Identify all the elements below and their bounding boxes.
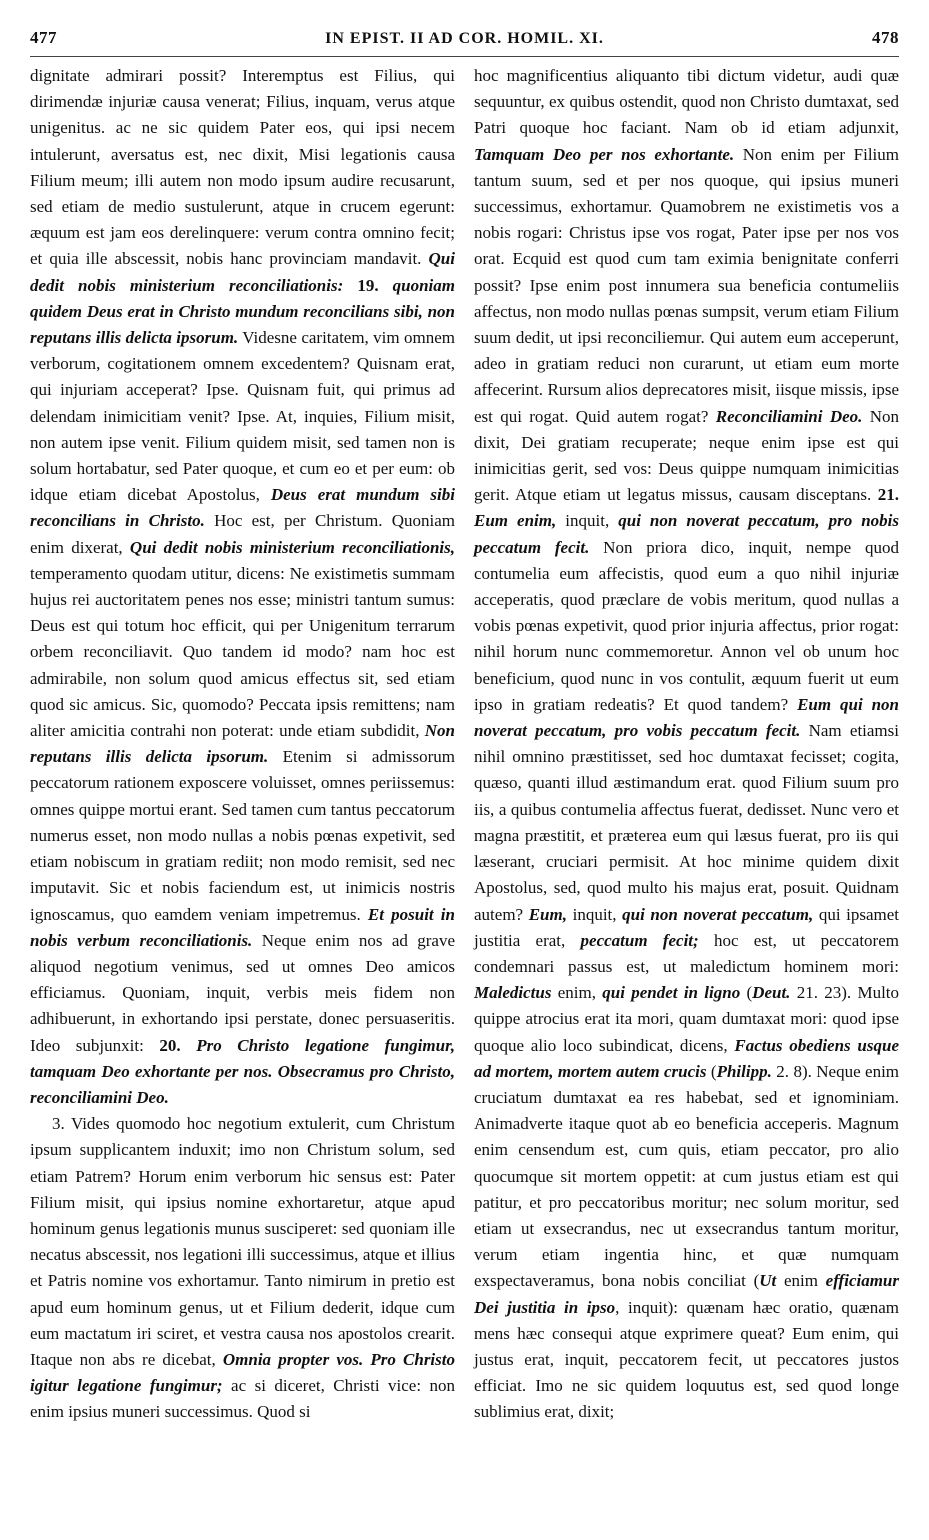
running-header bbox=[30, 28, 899, 57]
paragraph: hoc magnificentius aliquanto tibi dictum videtur, audi quæ sequuntur, ex quibus ostendit, quod non Christo dumtaxat, sed Patri quoque hoc faciant. Nam ob id etiam adjunxit, Tamquam Deo per nos exhortante. Non enim per Filium tantum suum, sed et per nos quoque, qui ipsius muneri successimus, exhortamur. Quamobrem ne existimetis vos a nobis rogari: Christus ipse vos rogat, Pater ipse per nos vos orat. Ecquid est quod cum tam eximia benignitate conferri possit? Ipse enim post innumera sua beneficia contumeliis affectus, non modo nullas pœnas sumpsit, verum etiam Filium suum dedit, ut ipsi reconciliemur. Qui autem eum acceperunt, adeo in gratiam reduci non curarunt, ut etiam eum morte affecerint. Rursum alios deprecatores misit, iisque missis, ipse est qui rogat. Quid autem rogat? Reconciliamini Deo. Non dixit, Dei gratiam recuperate; neque enim ipse est qui inimicitias gerit, sed vos: Deus quippe numquam inimicitias gerit. Atque etiam ut legatus missus, causam disceptans. 21. Eum enim, inquit, qui non noverat peccatum, pro nobis peccatum fecit. Non priora dico, inquit, nempe quod contumelia eum affecistis, quod eum a quo nihil injuriæ acceperatis, quod præclare de vobis meritum, quod nullas a vobis pœnas expetivit, quod prior injuria affectus, prior rogat: nihil horum nunc commemoretur. Annon vel ob unum hoc beneficium, quod nunc in vos contulit, æquum fuerit ut eum ipso in gratiam redeatis? Et quod tandem? Eum qui non noverat peccatum, pro vobis peccatum fecit. Nam etiamsi nihil omnino præstitisset, sed hoc dumtaxat fecisset; cogita, quæso, quanti illud æstimandum erat. quod Filium suum pro iis, a quibus contumelia affectus fuerat, dedisset. Nunc vero et magna præstitit, et præterea eum qui læsus fuerat, pro iis qui læserant, cruciari permisit. At hoc minime quidem dixit Apostolus, sed, quod multo his majus erat, posuit. Quidnam autem? Eum, inquit, qui non noverat peccatum, qui ipsamet justitia erat, peccatum fecit; hoc est, ut peccatorem condemnari passus est, ut maledictum hominem mori: Maledictus enim, qui pendet in ligno (Deut. 21. 23). Multo quippe atrocius erat ita mori, quam dumtaxat mori: quod ipse quoque alio loco subindicat, dicens, Factus obediens usque ad mortem, mortem autem crucis (Philipp. 2. 8). Neque enim cruciatum dumtaxat ea res habebat, sed et ignominiam. Animadverte itaque quot ab eo beneficia acceperis. Magnum enim censendum est, cum quis, etiam peccator, pro alio quocumque sit mortem oppetit: at cum justus etiam est qui patitur, et pro peccatoribus moritur; nec solum moritur, sed etiam ut exsecrandus, nec ut exsecrandus tantum moritur, verum etiam ingentia hinc, et quæ numquam exspectaveramus, bona nobis conciliat (Ut enim efficiamur Dei justitia in ipso, inquit): quænam hæc oratio, quænam mens hæc consequi atque exprimere queat? Eum enim, qui justus erat, inquit, peccatorem fecit, ut peccatores justos efficiat. Imo ne sic quidem loquutus est, sed quod longe sublimius erat, dixit; bbox=[474, 66, 900, 1422]
left-page-number: 477 bbox=[30, 28, 57, 47]
right-page-number: 478 bbox=[872, 28, 899, 47]
right-column bbox=[474, 63, 899, 1426]
running-title: IN EPIST. II AD COR. HOMIL. XI. bbox=[325, 30, 604, 47]
left-column bbox=[30, 63, 455, 1426]
text-columns bbox=[30, 63, 899, 1426]
paragraph: dignitate admirari possit? Interemptus est Filius, qui dirimendæ injuriæ causa venerat; Filius, inquam, verus atque unigenitus. ac ne sic quidem Pater eos, qui ipsi necem intulerunt, aversatus est, nec dixit, Misi legationis causa Filium meum; illi autem non modo ipsum audire recusarunt, sed etiam de medio sustulerunt, atque in crucem egerunt: æquum est jam eos derelinquere: verum contra omnino fecit; et quia ille abscessit, nobis hanc provinciam mandavit. Qui dedit nobis ministerium reconciliationis: 19. quoniam quidem Deus erat in Christo mundum reconcilians sibi, non reputans illis delicta ipsorum. Videsne caritatem, vim omnem verborum, cogitationem omnem excedentem? Quisnam erat, qui injuriam acceperat? Ipse. Quisnam fuit, qui primus ad delendam inimicitiam venit? Ipse. At, inquies, Filium misit, non autem ipse venit. Filium quidem misit, sed tamen non is solum hortabatur, sed Pater quoque, et cum eo et per eum: ob idque etiam dicebat Apostolus, Deus erat mundum sibi reconcilians in Christo. Hoc est, per Christum. Quoniam enim dixerat, Qui dedit nobis ministerium reconciliationis, temperamento quodam utitur, dicens: Ne existimetis summam hujus rei auctoritatem penes nos esse; ministri tantum sumus: Deus est qui totum hoc efficit, qui per Unigenitum terrarum orbem reconciliavit. Quo tandem id modo? nam hoc est admirabile, non solum quod amicus effectus sit, sed etiam quod sic amicus. Sic, quomodo? Peccata ipsis remittens; nam aliter amicitia contrahi non poterat: unde etiam subdidit, Non reputans illis delicta ipsorum. Etenim si admissorum peccatorum rationem exposcere voluisset, omnes periissemus: omnes quippe mortui erant. Sed tamen cum tantus peccatorum numerus esset, non modo nullas a nobis pœnas expetivit, sed etiam nobiscum in gratiam rediit; non modo remisit, sed nec imputavit. Sic et nobis faciendum est, ut inimicis nostris ignoscamus, quo eamdem veniam impetremus. Et posuit in nobis verbum reconciliationis. Neque enim nos ad grave aliquod negotium venimus, sed ut omnes Deo amicos efficiamus. Quoniam, inquit, verbis meis fidem non adhibuerunt, in exhortando ipsi perstate, donec persuaseritis. Ideo subjunxit: 20. Pro Christo legatione fungimur, tamquam Deo exhortante per nos. Obsecramus pro Christo, reconciliamini Deo. bbox=[30, 66, 456, 1107]
paragraph: 3. Vides quomodo hoc negotium extulerit, cum Christum ipsum supplicantem induxit; imo non Christum solum, sed etiam Patrem? Horum enim verborum hic sensus est: Pater Filium misit, qui ipsius nomine exhortaretur, atque apud hominum genus legationis munus susciperet: sed quoniam ille necatus abscessit, nos legationi illi successimus, atque et illius et Patris nomine vos exhortamur. Tanto nimirum in pretio est apud eum hominum genus, ut et Filium dederit, idque cum eum mactatum iri sciret, et vestra causa nos apostolos crearit. Itaque non abs re dicebat, Omnia propter vos. Pro Christo igitur legatione fungimur; ac si diceret, Christi vice: non enim ipsius muneri successimus. Quod si bbox=[30, 1114, 456, 1422]
